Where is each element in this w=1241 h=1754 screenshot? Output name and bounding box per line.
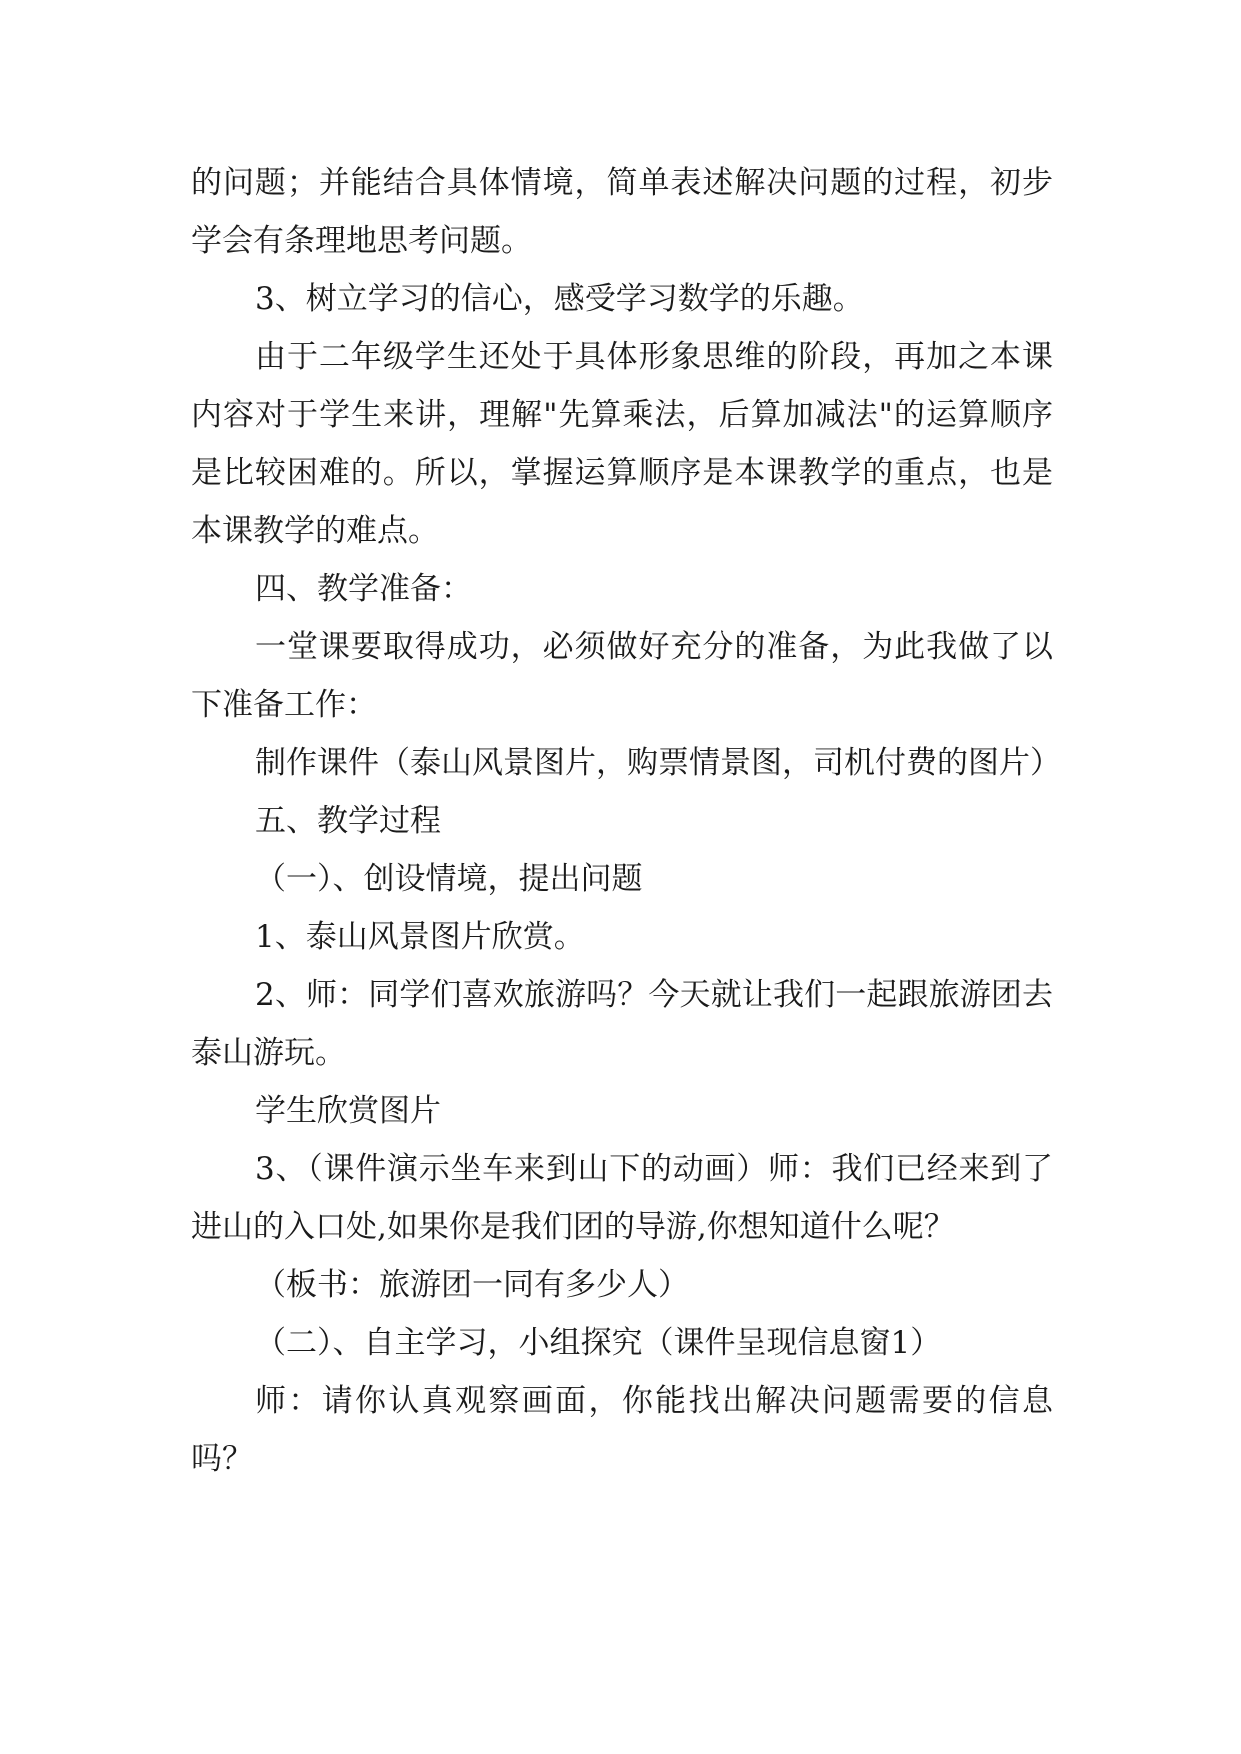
subsection-heading-2: （二）、自主学习，小组探究（课件呈现信息窗1）	[255, 1325, 942, 1361]
section-heading-process: 五、教学过程	[255, 803, 441, 839]
paragraph-1: 的问题；并能结合具体情境，简单表述解决问题的过程，初步学会有条理地思考问题。	[191, 165, 1053, 259]
subsection-heading-1: （一）、创设情境，提出问题	[255, 861, 643, 897]
paragraph-5: 一堂课要取得成功，必须做好充分的准备，为此我做了以下准备工作：	[191, 629, 1053, 723]
section-heading-preparation: 四、教学准备：	[255, 571, 472, 607]
paragraph-10: 2、师：同学们喜欢旅游吗？今天就让我们一起跟旅游团去泰山游玩。	[191, 977, 1053, 1071]
document-body	[191, 154, 1061, 1488]
paragraph-13: （板书：旅游团一同有多少人）	[255, 1267, 689, 1303]
paragraph-15: 师：请你认真观察画面，你能找出解决问题需要的信息吗？	[191, 1383, 1053, 1477]
paragraph-2: 3、树立学习的信心，感受学习数学的乐趣。	[255, 281, 864, 317]
paragraph-11: 学生欣赏图片	[255, 1093, 441, 1129]
paragraph-9: 1、泰山风景图片欣赏。	[255, 919, 585, 955]
paragraph-6: 制作课件（泰山风景图片，购票情景图，司机付费的图片）	[255, 745, 1061, 781]
paragraph-12: 3、（课件演示坐车来到山下的动画）师：我们已经来到了进山的入口处,如果你是我们团的导游,你想知道什么呢？	[191, 1151, 1053, 1245]
paragraph-3: 由于二年级学生还处于具体形象思维的阶段，再加之本课内容对于学生来讲，理解"先算乘法，后算加减法"的运算顺序是比较困难的。所以，掌握运算顺序是本课教学的重点，也是本课教学的难点。	[191, 339, 1053, 549]
